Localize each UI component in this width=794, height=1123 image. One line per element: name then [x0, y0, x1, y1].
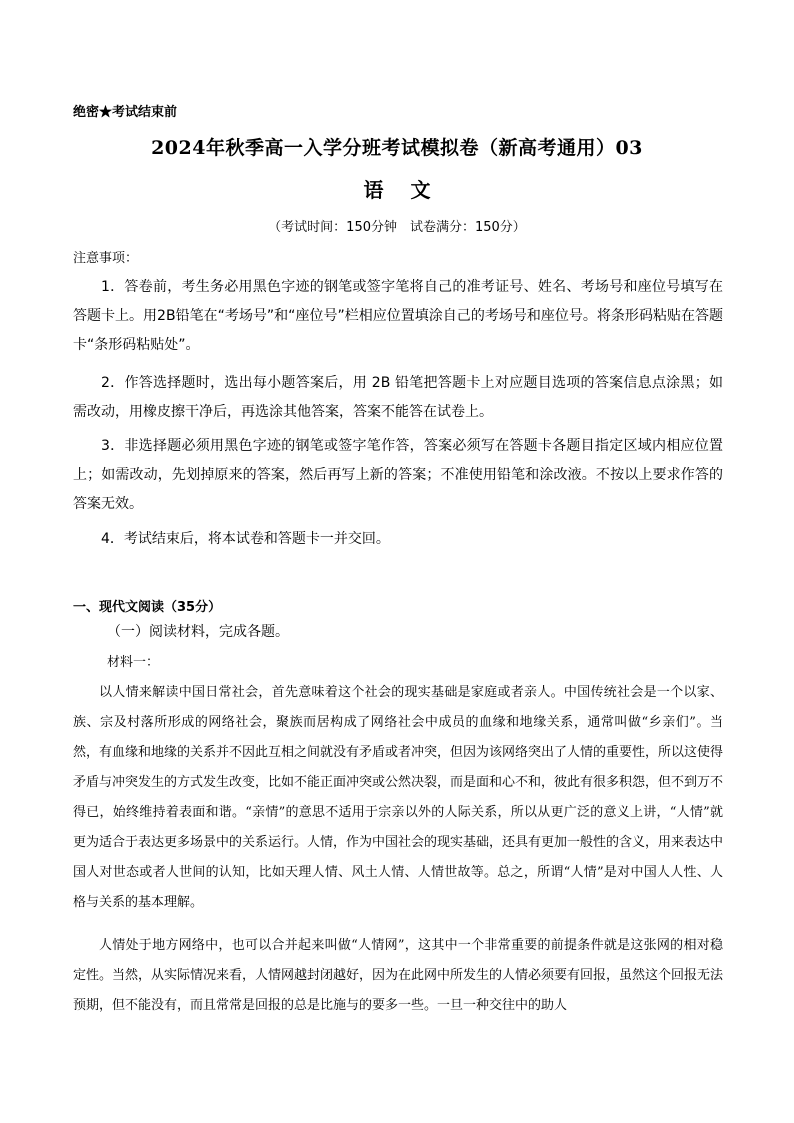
notice-heading: 注意事项：	[73, 251, 139, 266]
exam-time-info: （考试时间：150分钟 试卷满分：150分）	[268, 220, 526, 235]
notice-item-1: 1．答卷前，考生务必用黑色字迹的钢笔或签字笔将自己的准考证号、姓名、考场号和座位号填写在答题卡上。用2B铅笔在“考场号”和“座位号”栏相应位置填涂自己的考场号和座位号。将条形码粘贴在答题卡“条形码粘贴处”。	[73, 279, 723, 353]
subject-title: 语 文	[363, 178, 441, 202]
confidential-mark: 绝密★考试结束前	[73, 105, 178, 120]
section-heading: 一、现代文阅读（35分）	[73, 600, 222, 615]
notice-item-3: 3．非选择题必须用黑色字迹的钢笔或签字笔作答，答案必须写在答题卡各题目指定区域内相应位置上；如需改动，先划掉原来的答案，然后再写上新的答案；不准使用铅笔和涂改液。不按以上要求作答的答案无效。	[73, 438, 723, 512]
material-label: 材料一：	[107, 655, 160, 670]
exam-title: 2024年秋季高一入学分班考试模拟卷（新高考通用）03	[151, 137, 643, 159]
notice-item-4: 4．考试结束后，将本试卷和答题卡一并交回。	[101, 531, 390, 547]
notice-item-2: 2．作答选择题时，选出每小题答案后，用 2B 铅笔把答题卡上对应题目选项的答案信息点涂黑；如需改动，用橡皮擦干净后，再选涂其他答案，答案不能答在试卷上。	[73, 375, 723, 420]
passage-paragraph-1: 以人情来解读中国日常社会，首先意味着这个社会的现实基础是家庭或者亲人。中国传统社会是一个以家、族、宗及村落所形成的网络社会，聚族而居构成了网络社会中成员的血缘和地缘关系，通常叫做“乡亲们”。当然，有血缘和地缘的关系并不因此互相之间就没有矛盾或者冲突，但因为该网络突出了人情的重要性，所以这使得矛盾与冲突发生的方式发生改变，比如不能正面冲突或公然决裂，而是面和心不和，彼此有很多积怨，但不到万不得已，始终维持着表面和谐。“亲情”的意思不适用于宗亲以外的人际关系，所以从更广泛的意义上讲，“人情”就更为适合于表达更多场景中的关系运行。人情，作为中国社会的现实基础，还具有更加一般性的含义，用来表达中国人对世态或者人世间的认知，比如天理人情、风土人情、人情世故等。总之，所谓“人情”是对中国人人性、人格与关系的基本理解。	[73, 685, 724, 910]
passage-paragraph-2: 人情处于地方网络中，也可以合并起来叫做“人情网”，这其中一个非常重要的前提条件就是这张网的相对稳定性。当然，从实际情况来看，人情网越封闭越好，因为在此网中所发生的人情必须要有回报，虽然这个回报无法预期，但不能没有，而且常常是回报的总是比施与的要多一些。一旦一种交往中的助人	[73, 938, 724, 1013]
subsection-heading: （一）阅读材料，完成各题。	[107, 624, 289, 640]
